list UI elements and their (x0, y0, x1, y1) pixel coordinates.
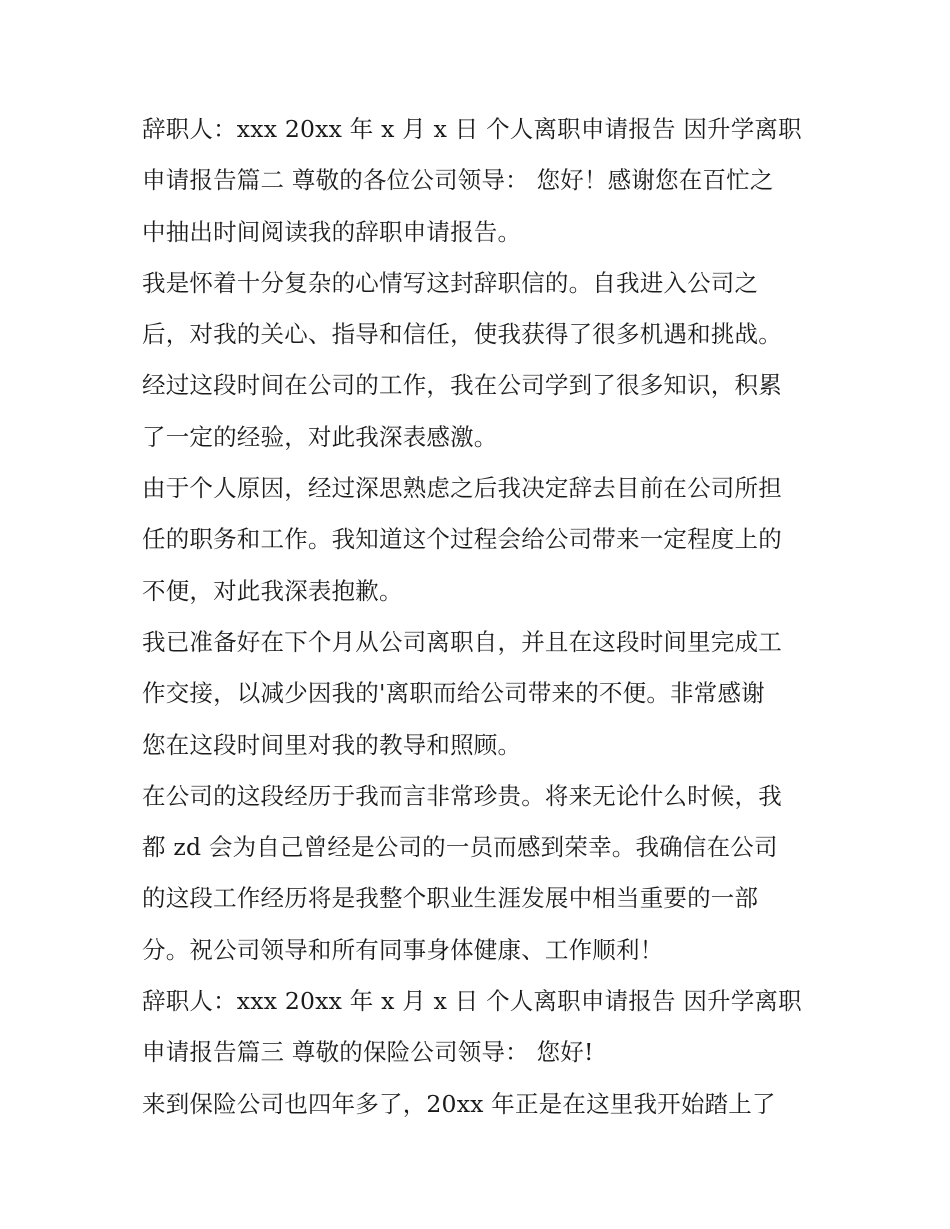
text-line: 由于个人原因，经过深思熟虑之后我决定辞去目前在公司所担 (142, 474, 782, 503)
text-line: 作交接，以减少因我的'离职而给公司带来的不便。非常感谢 (142, 679, 765, 708)
text-line: 申请报告篇三 尊敬的保险公司领导： 您好! (142, 1038, 594, 1067)
text-line: 后，对我的关心、指导和信任，使我获得了很多机遇和挑战。 (142, 320, 782, 349)
text-line: 在公司的这段经历于我而言非常珍贵。将来无论什么时候，我 (142, 781, 782, 810)
document-body (142, 104, 818, 1130)
text-line: 申请报告篇二 尊敬的各位公司领导： 您好！感谢您在百忙之 (142, 166, 774, 195)
text-line: 中抽出时间阅读我的辞职申请报告。 (142, 217, 522, 246)
text-line: 经过这段时间在公司的工作，我在公司学到了很多知识，积累 (142, 371, 782, 400)
text-line: 了一定的经验，对此我深表感激。 (142, 422, 498, 451)
text-line: 不便，对此我深表抱歉。 (142, 576, 403, 605)
text-line: 我已准备好在下个月从公司离职自，并且在这段时间里完成工 (142, 627, 782, 656)
text-line: 分。祝公司领导和所有同事身体健康、工作顺利！ (142, 935, 664, 964)
text-line: 辞职人：xxx 20xx 年 x 月 x 日 个人离职申请报告 因升学离职 (142, 115, 802, 143)
text-line: 我是怀着十分复杂的心情写这封辞职信的。自我进入公司之 (142, 268, 759, 297)
text-line: 任的职务和工作。我知道这个过程会给公司带来一定程度上的 (142, 525, 782, 554)
text-line: 来到保险公司也四年多了，20xx 年正是在这里我开始踏上了 (142, 1089, 776, 1118)
text-line: 辞职人：xxx 20xx 年 x 月 x 日 个人离职申请报告 因升学离职 (142, 987, 802, 1016)
text-line: 都 zd 会为自己曾经是公司的一员而感到荣幸。我确信在公司 (142, 833, 778, 862)
text-line: 的这段工作经历将是我整个职业生涯发展中相当重要的一部 (142, 884, 759, 913)
text-line: 您在这段时间里对我的教导和照顾。 (142, 730, 522, 759)
